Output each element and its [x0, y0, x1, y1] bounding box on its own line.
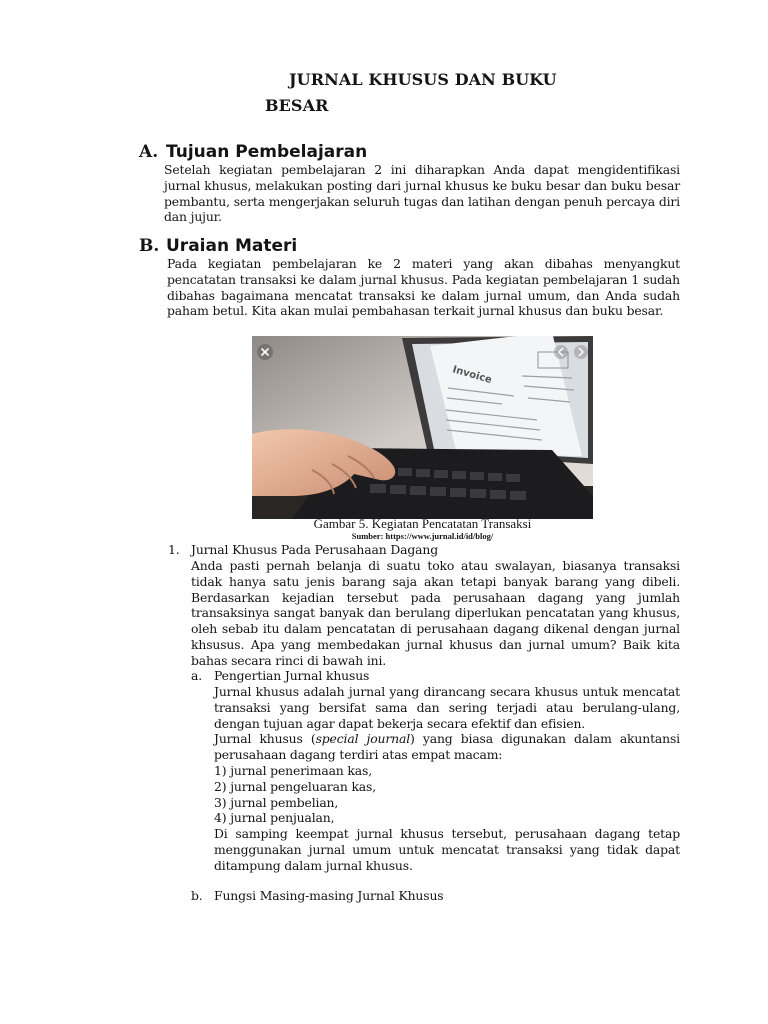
sub-b-heading [191, 888, 444, 904]
section-b-title: Uraian Materi [166, 236, 298, 256]
sub-b-letter: b. [191, 888, 203, 903]
document-title-line-2: BESAR [265, 96, 329, 115]
section-a-heading [139, 142, 367, 162]
list-item: 4) jurnal penjualan, [214, 810, 335, 826]
sub-b-title: Fungsi Masing-masing Jurnal Khusus [214, 888, 444, 903]
item-1-heading [168, 542, 438, 558]
figure-source: Sumber: https://www.jurnal.id/id/blog/ [351, 531, 494, 541]
list-item: 2) jurnal pengeluaran kas, [214, 778, 377, 794]
sub-a-paragraph-2 [214, 731, 680, 763]
sub-a-paragraph-2-end: ) yang biasa digunakan dalam akuntansi perusahaan dagang terdiri atas empat macam: [214, 731, 680, 762]
item-1-paragraph: Anda pasti pernah belanja di suatu toko atau swalayan, biasanya transaksi tidak hanya satu jenis barang saja akan tetapi banyak barang yang dibeli. Berdasarkan kejadian tersebut pada perusahaan dagang yang jumlah transaksinya sangat banyak dan berulang diperlukan pencatatan yang khusus, oleh sebab itu dalam pencatatan di perusahaan dagang dikenal dengan jurnal khsusus. Apa yang membedakan jurnal khusus dan jurnal umum? Baik kita bahas secara rinci di bawah ini. [191, 558, 680, 668]
sub-a-special-journal-term: special journal [315, 731, 411, 746]
figure-photo [252, 336, 593, 519]
invoice-word: Invoice [451, 364, 494, 387]
sub-a-paragraph-1: Jurnal khusus adalah jurnal yang dirancang secara khusus untuk mencatat transaksi yang bersifat sama dan sering terjadi atau berulang-ulang, dengan tujuan agar dapat bekerja secara efektif dan efisien. [214, 684, 680, 731]
sub-a-heading [191, 668, 369, 684]
section-b-heading [139, 236, 297, 256]
sub-a-paragraph-3: Di samping keempat jurnal khusus tersebut, perusahaan dagang tetap menggunakan jurnal umum untuk mencatat transaksi yang tidak dapat ditampung dalam jurnal khusus. [214, 826, 680, 873]
journal-types-list [214, 763, 376, 826]
laptop-invoice-illustration [252, 336, 593, 519]
section-b-letter: B. [139, 236, 160, 256]
list-item: 1) jurnal penerimaan kas, [214, 763, 373, 778]
document-title-line-1: JURNAL KHUSUS DAN BUKU [289, 70, 557, 89]
item-1-title: Jurnal Khusus Pada Perusahaan Dagang [191, 542, 439, 557]
section-a-letter: A. [139, 142, 159, 162]
section-a-title: Tujuan Pembelajaran [166, 142, 368, 162]
figure-caption: Gambar 5. Kegiatan Pencatatan Transaksi [313, 516, 532, 531]
item-1-number: 1. [168, 542, 180, 557]
sub-a-letter: a. [191, 668, 203, 683]
sub-a-paragraph-2-start: Jurnal khusus ( [214, 731, 316, 746]
section-b-paragraph: Pada kegiatan pembelajaran ke 2 materi yang akan dibahas menyangkut pencatatan transaksi ke dalam jurnal khusus. Pada kegiatan pembelajaran 1 sudah dibahas bagaimana mencatat transaksi ke dalam jurnal umum, dan Anda sudah paham betul. Kita akan mulai pembahasan terkait jurnal khusus dan buku besar. [167, 256, 680, 319]
list-item: 3) jurnal pembelian, [214, 794, 339, 810]
section-a-paragraph: Setelah kegiatan pembelajaran 2 ini diharapkan Anda dapat mengidentifikasi jurnal khusus, melakukan posting dari jurnal khusus ke buku besar dan buku besar pembantu, serta mengerjakan seluruh tugas dan latihan dengan penuh percaya diri dan jujur. [164, 162, 680, 225]
sub-a-title: Pengertian Jurnal khusus [214, 668, 370, 683]
